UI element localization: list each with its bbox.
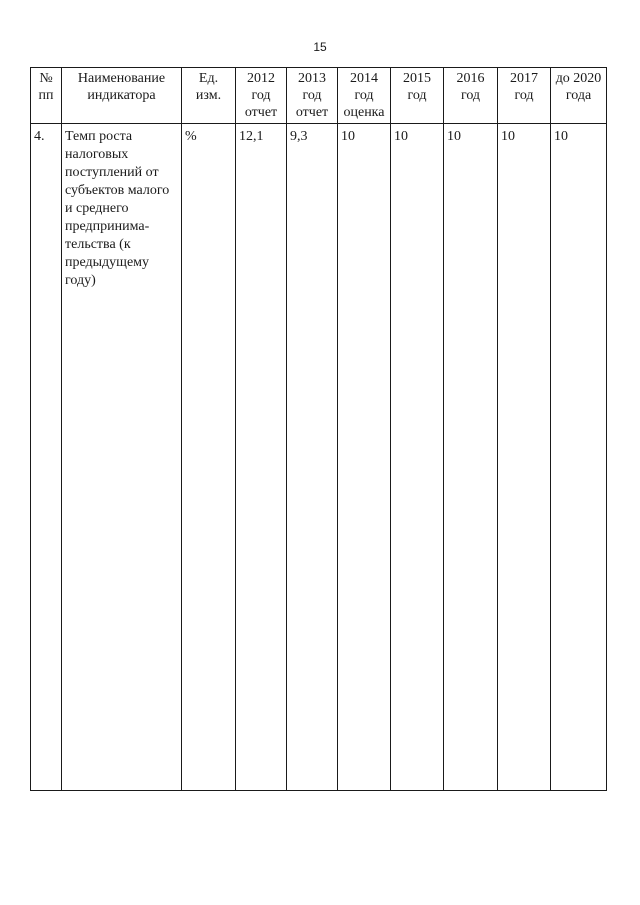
header-line: изм. bbox=[195, 88, 222, 103]
cell-unit: % bbox=[182, 124, 236, 791]
header-unit bbox=[182, 68, 236, 124]
header-line: Наименование bbox=[77, 71, 166, 86]
header-line: год bbox=[460, 88, 481, 103]
table-row bbox=[31, 124, 607, 791]
cell-2020: 10 bbox=[551, 124, 607, 791]
cell-2017: 10 bbox=[498, 124, 551, 791]
cell-number: 4. bbox=[31, 124, 62, 791]
header-line: Ед. bbox=[198, 71, 219, 86]
header-2015 bbox=[391, 68, 444, 124]
header-2012 bbox=[236, 68, 287, 124]
header-2014 bbox=[338, 68, 391, 124]
indicator-table bbox=[30, 67, 607, 791]
header-line: 2016 bbox=[456, 71, 485, 86]
header-2020 bbox=[551, 68, 607, 124]
header-line: года bbox=[565, 88, 592, 103]
cell-indicator-name: Темп роста налоговых поступлений от субъектов малого и среднего предпринима-тельства (к предыдущему году) bbox=[62, 124, 182, 791]
header-line: год bbox=[407, 88, 427, 103]
cell-2015: 10 bbox=[391, 124, 444, 791]
page-number: 15 bbox=[313, 40, 327, 54]
header-line: № bbox=[39, 71, 53, 86]
header-line: год bbox=[514, 88, 534, 103]
header-line: 2015 bbox=[403, 71, 431, 86]
header-line: 2013 bbox=[298, 71, 326, 86]
header-line: 2014 bbox=[350, 71, 378, 86]
table-header-row bbox=[31, 68, 607, 124]
header-line: отчет bbox=[244, 105, 278, 120]
header-2016 bbox=[444, 68, 498, 124]
header-name bbox=[62, 68, 182, 124]
header-line: 2017 bbox=[510, 71, 538, 86]
header-line: оценка bbox=[343, 105, 385, 120]
header-line: 2012 bbox=[247, 71, 275, 86]
header-line: отчет bbox=[295, 105, 329, 120]
header-2017 bbox=[498, 68, 551, 124]
header-line: пп bbox=[38, 88, 54, 103]
header-2013 bbox=[287, 68, 338, 124]
cell-2014: 10 bbox=[338, 124, 391, 791]
header-line: до 2020 bbox=[555, 71, 602, 86]
header-line: индикатора bbox=[87, 88, 156, 103]
header-number bbox=[31, 68, 62, 124]
cell-2012: 12,1 bbox=[236, 124, 287, 791]
header-line: год bbox=[302, 88, 322, 103]
header-line: год bbox=[251, 88, 271, 103]
header-line: год bbox=[354, 88, 374, 103]
cell-2013: 9,3 bbox=[287, 124, 338, 791]
cell-2016: 10 bbox=[444, 124, 498, 791]
